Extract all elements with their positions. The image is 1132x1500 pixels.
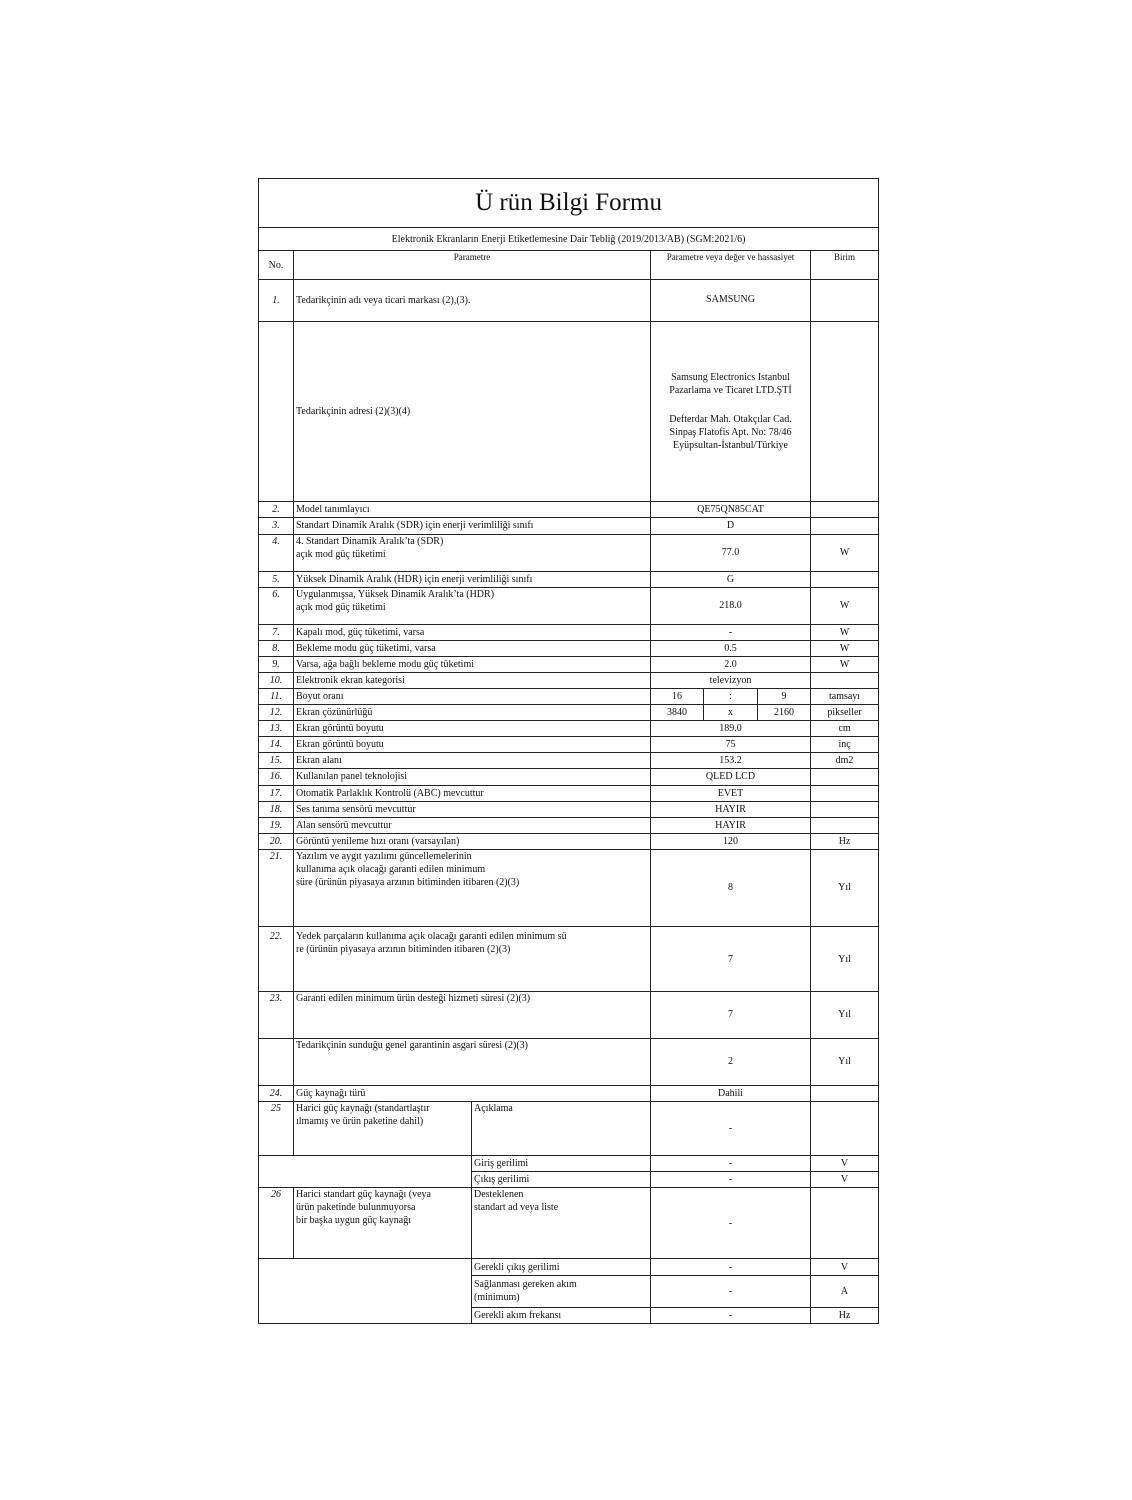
supplier-address: Samsung Electronics Istanbul Pazarlama ve Ticaret LTD.ŞTİ Defterdar Mah. Otakçılar Cad. Sinpaş Flatofis Apt. No: 78/46 Eyüpsultan-İstanbul/Türkiye [651,321,811,502]
table-row: 16. Kullanılan panel teknolojisi QLED LCD [259,769,879,785]
table-row: 1. Tedarikçinin adı veya ticari markası (2),(3). SAMSUNG [259,280,879,321]
header-value: Parametre veya değer ve hassasiyet [651,251,811,280]
table-row: 13. Ekran görüntü boyutu 189.0 cm [259,721,879,737]
header-no: No. [259,251,294,280]
title-row [259,179,879,228]
table-row: 10. Elektronik ekran kategorisi televizyon [259,673,879,689]
table-row: 24. Güç kaynağı türü Dahili [259,1085,879,1101]
table-row: 12. Ekran çözünürlüğü 3840 x 2160 pikseller [259,705,879,721]
table-row: 11. Boyut oranı 16 : 9 tamsayı [259,689,879,705]
product-info-form-table [258,178,879,1324]
table-row: Tedarikçinin adresi (2)(3)(4) Samsung Electronics Istanbul Pazarlama ve Ticaret LTD.ŞTİ Defterdar Mah. Otakçılar Cad. Sinpaş Flatofis Apt. No: 78/46 Eyüpsultan-İstanbul/Türkiye [259,321,879,502]
table-row: 2. Model tanımlayıcı QE75QN85CAT [259,502,879,518]
table-row: 23. Garanti edilen minimum ürün desteği hizmeti süresi (2)(3) 7 Yıl [259,992,879,1038]
table-row: Giriş gerilimi - V [259,1156,879,1172]
table-row: 17. Otomatik Parlaklık Kontrolü (ABC) mevcuttur EVET [259,785,879,801]
table-row: Gerekli akım frekansı - Hz [259,1307,879,1323]
form-subtitle: Elektronik Ekranların Enerji Etiketlemesine Dair Tebliğ (2019/2013/AB) (SGM:2021/6) [259,228,879,251]
form-title: Ü rün Bilgi Formu [259,179,879,228]
table-row: 8. Bekleme modu güç tüketimi, varsa 0.5 W [259,640,879,656]
table-row: 9. Varsa, ağa bağlı bekleme modu güç tüketimi 2.0 W [259,657,879,673]
table-row: 21. Yazılım ve aygıt yazılımı güncellemelerinin kullanıma açık olacağı garanti edilen minimum süre (ürünün piyasaya arzının bitiminden itibaren (2)(3) 8 Yıl [259,849,879,926]
table-row: Çıkış gerilimi - V [259,1172,879,1188]
header-unit: Birim [811,251,879,280]
table-row: 25 Harici güç kaynağı (standartlaştır ılmamış ve ürün paketine dahil) Açıklama - [259,1101,879,1155]
table-row: 7. Kapalı mod, güç tüketimi, varsa - W [259,624,879,640]
table-row: Sağlanması gereken akım (minimum) - A [259,1275,879,1307]
table-row: 5. Yüksek Dinamik Aralık (HDR) için enerji verimliliği sınıfı G [259,571,879,587]
table-row: 26 Harici standart güç kaynağı (veya ürün paketinde bulunmuyorsa bir başka uygun güç kaynağı Desteklenen standart ad veya liste - [259,1188,879,1259]
header-parameter: Parametre [294,251,651,280]
table-row: 15. Ekran alanı 153.2 dm2 [259,753,879,769]
table-row: 6. Uygulanmışsa, Yüksek Dinamik Aralık’ta (HDR) açık mod güç tüketimi 218.0 W [259,587,879,624]
table-row: 18. Ses tanıma sensörü mevcuttur HAYIR [259,801,879,817]
table-row: 14. Ekran görüntü boyutu 75 inç [259,737,879,753]
table-row: 22. Yedek parçaların kullanıma açık olacağı garanti edilen minimum sü re (ürünün piyasaya arzının bitiminden itibaren (2)(3) 7 Yıl [259,927,879,992]
subtitle-row [259,228,879,251]
table-row: 19. Alan sensörü mevcuttur HAYIR [259,817,879,833]
table-row: Tedarikçinin sunduğu genel garantinin asgari süresi (2)(3) 2 Yıl [259,1038,879,1085]
header-row [259,251,879,280]
table-row: 4. 4. Standart Dinamik Aralık’ta (SDR) açık mod güç tüketimi 77.0 W [259,534,879,571]
table-row: 20. Görüntü yenileme hızı oranı (varsayılan) 120 Hz [259,833,879,849]
table-row: Gerekli çıkış gerilimi - V [259,1259,879,1275]
table-row: 3. Standart Dinamik Aralık (SDR) için enerji verimliliği sınıfı D [259,518,879,534]
